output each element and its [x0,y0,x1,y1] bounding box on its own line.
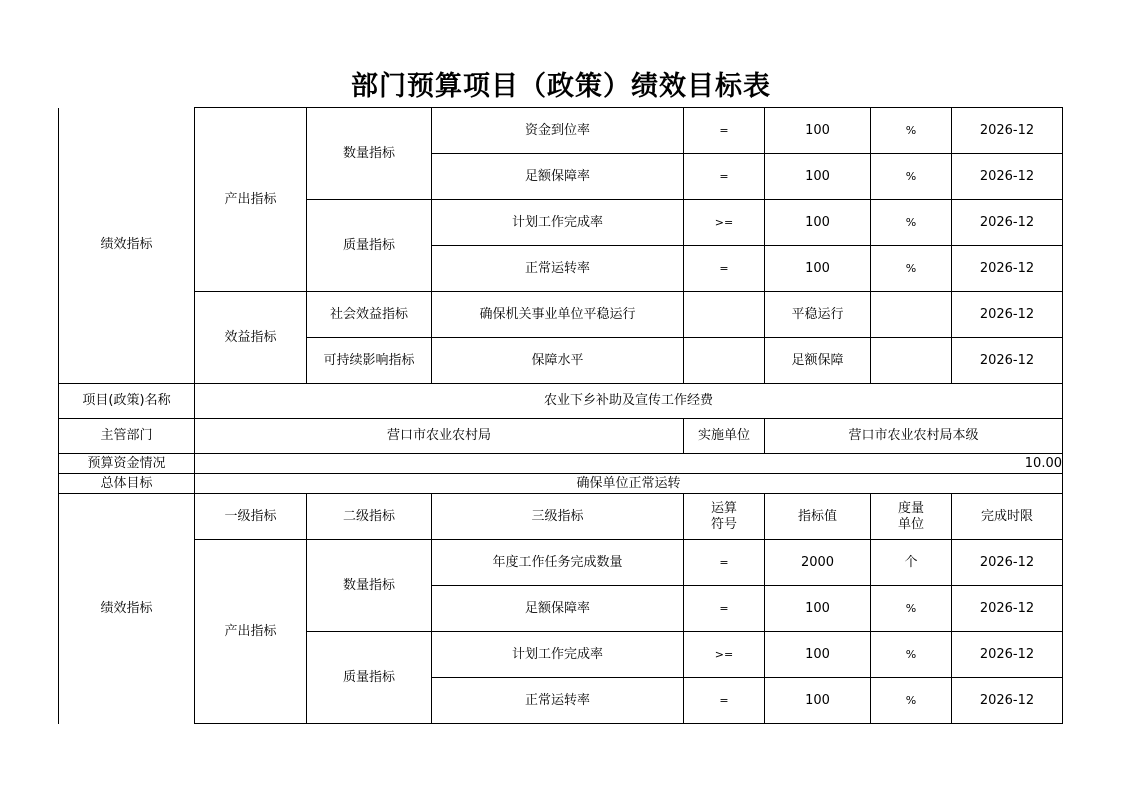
unit-cell: % [871,678,952,724]
dept-label: 主管部门 [59,419,195,454]
unit-cell: % [871,632,952,678]
indicator-name: 正常运转率 [432,246,684,292]
level2-sub-cell: 质量指标 [307,200,432,292]
budget-label: 预算资金情况 [59,454,195,474]
operator-cell: >= [684,200,765,246]
dept-value: 营口市农业农村局 [195,419,684,454]
deadline-cell: 2026-12 [952,108,1063,154]
table-row [59,108,1063,154]
indicator-name: 计划工作完成率 [432,632,684,678]
value-cell: 100 [765,678,871,724]
header-unit-line1: 度量 [897,500,924,516]
unit-cell: % [871,108,952,154]
impl-value: 营口市农业农村局本级 [765,419,1063,454]
value-cell: 100 [765,246,871,292]
level2-sub-cell: 数量指标 [307,108,432,200]
level2-sub-cell: 社会效益指标 [307,292,432,338]
header-sym [684,494,765,540]
deadline-cell: 2026-12 [952,154,1063,200]
header-sym-line1: 运算 [710,500,737,516]
page-title: 部门预算项目（政策）绩效目标表 [351,71,771,102]
goal-label: 总体目标 [59,474,195,494]
operator-cell: = [684,154,765,200]
indicator-name: 年度工作任务完成数量 [432,540,684,586]
level2-sub-cell: 数量指标 [307,540,432,632]
value-cell: 平稳运行 [765,292,871,338]
operator-cell: >= [684,632,765,678]
deadline-cell: 2026-12 [952,540,1063,586]
header-l1: 一级指标 [195,494,307,540]
table-row [59,540,1063,586]
indicator-name: 确保机关事业单位平稳运行 [432,292,684,338]
unit-cell [871,338,952,384]
level2-sub-cell: 可持续影响指标 [307,338,432,384]
impl-label: 实施单位 [684,419,765,454]
indicator-name: 足额保障率 [432,154,684,200]
table-row [59,384,1063,419]
project-name-label: 项目(政策)名称 [59,384,195,419]
budget-value: 10.00 [195,454,1063,474]
deadline-cell: 2026-12 [952,200,1063,246]
unit-cell [871,292,952,338]
unit-cell: % [871,200,952,246]
value-cell: 100 [765,108,871,154]
level2-cell: 效益指标 [195,292,307,384]
indicator-name: 保障水平 [432,338,684,384]
operator-cell: = [684,246,765,292]
level1-cell: 绩效指标 [59,108,195,384]
deadline-cell: 2026-12 [952,586,1063,632]
operator-cell: = [684,108,765,154]
table-row [59,474,1063,494]
indicator-name: 资金到位率 [432,108,684,154]
header-l2: 二级指标 [307,494,432,540]
indicator-name: 计划工作完成率 [432,200,684,246]
table-row [59,292,1063,338]
operator-cell [684,292,765,338]
deadline-cell: 2026-12 [952,338,1063,384]
performance-goal-table [58,107,1063,724]
operator-cell: = [684,678,765,724]
deadline-cell: 2026-12 [952,292,1063,338]
operator-cell: = [684,586,765,632]
unit-cell: % [871,154,952,200]
table-row [59,494,1063,540]
value-cell: 100 [765,200,871,246]
level2-cell: 产出指标 [195,540,307,724]
level2-sub-cell: 质量指标 [307,632,432,724]
level2-cell: 产出指标 [195,108,307,292]
unit-cell: 个 [871,540,952,586]
indicator-name: 足额保障率 [432,586,684,632]
operator-cell: = [684,540,765,586]
value-cell: 足额保障 [765,338,871,384]
project-name-value: 农业下乡补助及宣传工作经费 [195,384,1063,419]
indicator-name: 正常运转率 [432,678,684,724]
deadline-cell: 2026-12 [952,632,1063,678]
unit-cell: % [871,246,952,292]
value-cell: 100 [765,154,871,200]
level1-cell: 绩效指标 [59,494,195,724]
table-row [59,419,1063,454]
goal-value: 确保单位正常运转 [195,474,1063,494]
header-unit [871,494,952,540]
value-cell: 100 [765,632,871,678]
table-row [59,454,1063,474]
header-val: 指标值 [765,494,871,540]
header-sym-line2: 符号 [710,516,737,532]
value-cell: 100 [765,586,871,632]
value-cell: 2000 [765,540,871,586]
header-date: 完成时限 [952,494,1063,540]
deadline-cell: 2026-12 [952,678,1063,724]
operator-cell [684,338,765,384]
unit-cell: % [871,586,952,632]
header-l3: 三级指标 [432,494,684,540]
header-unit-line2: 单位 [897,516,924,532]
deadline-cell: 2026-12 [952,246,1063,292]
